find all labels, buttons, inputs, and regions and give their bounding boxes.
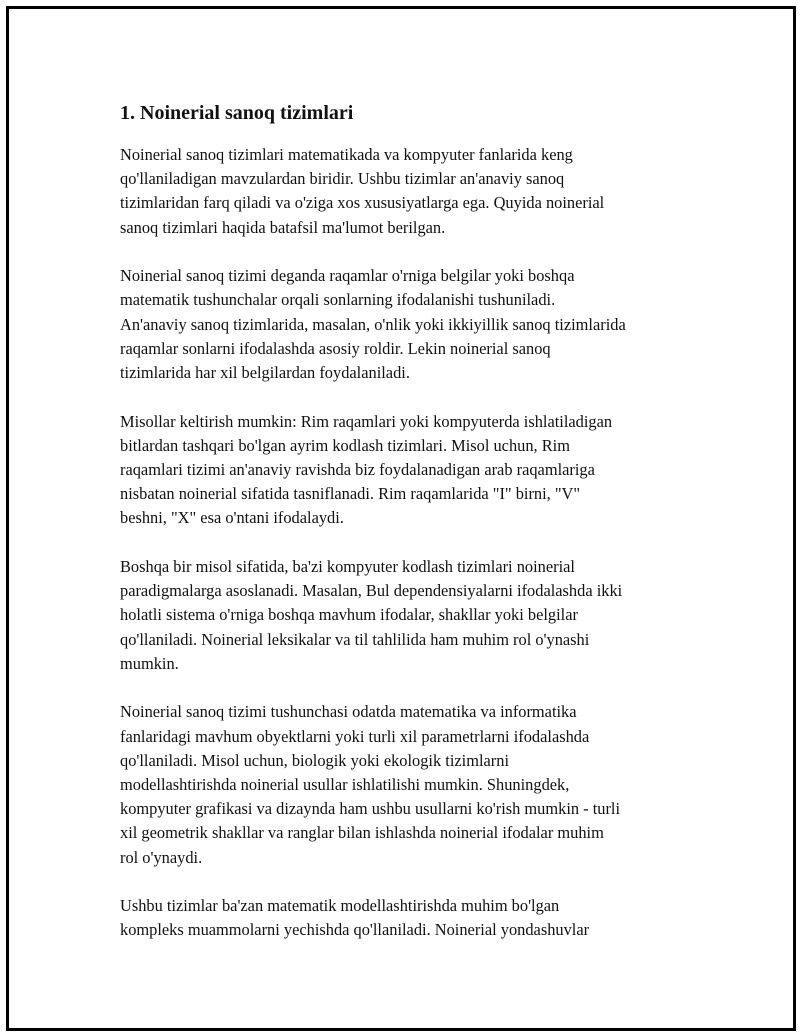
document-heading: 1. Noinerial sanoq tizimlari [120,102,354,124]
paragraph-4 [120,555,700,676]
text-line: sanoq tizimlari haqida batafsil ma'lumot berilgan. [120,217,446,237]
text-line: tizimlarida har xil belgilardan foydalaniladi. [120,363,410,383]
text-line: xil geometrik shakllar va ranglar bilan ishlashda noinerial ifodalar muhim [120,823,604,843]
paragraph-1 [120,143,700,240]
text-line: mumkin. [120,653,179,673]
text-line: kompyuter grafikasi va dizaynda ham ushbu usullarni ko'rish mumkin - turli [120,799,621,819]
text-line: raqamlar sonlarni ifodalashda asosiy roldir. Lekin noinerial sanoq [120,338,551,358]
text-line: Noinerial sanoq tizimi deganda raqamlar o'rniga belgilar yoki boshqa [120,266,575,286]
text-line: Noinerial sanoq tizimlari matematikada va kompyuter fanlarida keng [120,145,573,164]
text-line: Ushbu tizimlar ba'zan matematik modellashtirishda muhim bo'lgan [120,896,560,916]
text-line: nisbatan noinerial sifatida tasniflanadi. Rim raqamlarida "I" birni, "V" [120,484,581,504]
text-line: paradigmalarga asoslanadi. Masalan, Bul dependensiyalarni ifodalashda ikki [120,581,623,601]
paragraph-2 [120,264,700,385]
text-line: qo'llaniladi. Noinerial leksikalar va til tahlilida ham muhim rol o'ynashi [120,629,590,649]
text-line: holatli sistema o'rniga boshqa mavhum ifodalar, shakllar yoki belgilar [120,605,578,625]
paragraph-6 [120,894,700,942]
text-line: Noinerial sanoq tizimi tushunchasi odatda matematika va informatika [120,702,577,722]
text-line: bitlardan tashqari bo'lgan ayrim kodlash tizimlari. Misol uchun, Rim [120,435,570,455]
text-line: qo'llaniladi. Misol uchun, biologik yoki ekologik tizimlarni [120,750,510,770]
text-line: tizimlaridan farq qiladi va o'ziga xos xususiyatlarga ega. Quyida noinerial [120,193,605,213]
text-line: Misollar keltirish mumkin: Rim raqamlari yoki kompyuterda ishlatiladigan [120,411,613,431]
text-line: qo'llaniladigan mavzulardan biridir. Ushbu tizimlar an'anaviy sanoq [120,169,565,189]
paragraph-5 [120,700,700,869]
text-line: beshni, "X" esa o'ntani ifodalaydi. [120,508,344,528]
text-line: rol o'ynaydi. [120,847,203,867]
text-line: modellashtirishda noinerial usullar ishlatilishi mumkin. Shuningdek, [120,775,570,795]
text-line: An'anaviy sanoq tizimlarida, masalan, o'nlik yoki ikkiyillik sanoq tizimlarida [120,314,626,334]
text-line: matematik tushunchalar orqali sonlarning ifodalanishi tushuniladi. [120,290,556,310]
text-line: fanlaridagi mavhum obyektlarni yoki turli xil parametrlarni ifodalashda [120,726,590,746]
text-line: raqamlari tizimi an'anaviy ravishda biz foydalanadigan arab raqamlariga [120,460,595,480]
paragraph-3 [120,410,700,531]
document-body [120,99,700,967]
text-line: Boshqa bir misol sifatida, ba'zi kompyuter kodlash tizimlari noinerial [120,557,575,577]
page-frame [6,6,796,1031]
text-line: kompleks muammolarni yechishda qo'llaniladi. Noinerial yondashuvlar [120,920,590,940]
